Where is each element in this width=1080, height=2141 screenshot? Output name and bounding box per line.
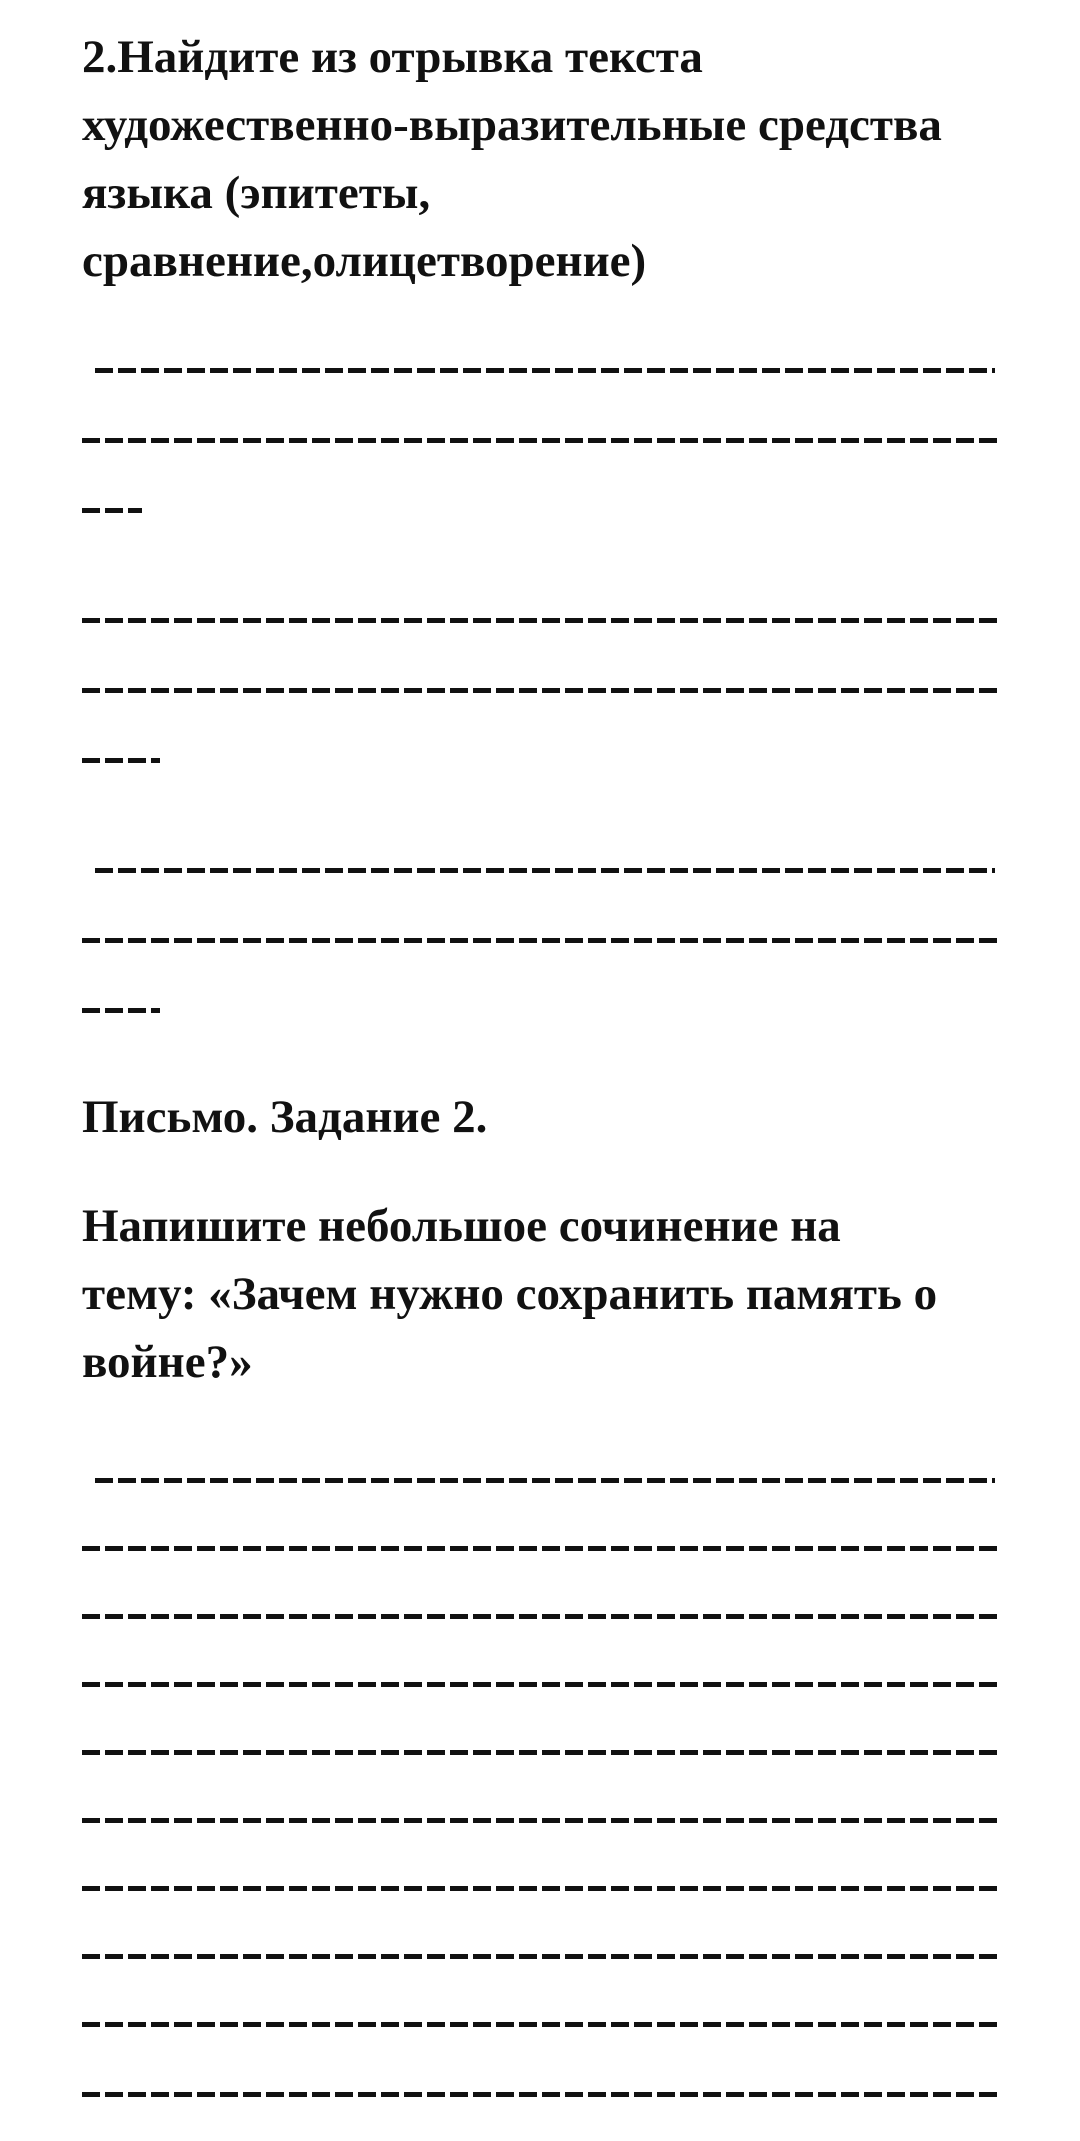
essay-line[interactable]	[82, 1954, 1002, 1959]
task2-title: Письмо. Задание 2.	[82, 1091, 488, 1143]
answer-line-end[interactable]	[82, 1008, 160, 1013]
essay-line[interactable]	[95, 1478, 995, 1483]
task1-heading-line-3: языка (эпитеты,	[82, 167, 431, 219]
task1-heading-line-1: 2.Найдите из отрывка текста	[82, 31, 703, 83]
essay-line[interactable]	[82, 2022, 1002, 2027]
answer-line-end[interactable]	[82, 508, 142, 513]
answer-line[interactable]	[82, 688, 1002, 693]
essay-line[interactable]	[82, 1682, 1002, 1687]
essay-line[interactable]	[82, 1818, 1002, 1823]
task1-heading-line-2: художественно-выразительные средства	[82, 99, 942, 151]
answer-line[interactable]	[95, 368, 995, 373]
essay-line[interactable]	[82, 1886, 1002, 1891]
answer-line[interactable]	[82, 618, 1002, 623]
answer-line[interactable]	[95, 868, 995, 873]
essay-line[interactable]	[82, 1614, 1002, 1619]
essay-line[interactable]	[82, 1546, 1002, 1551]
answer-line[interactable]	[82, 938, 1002, 943]
task2-prompt-line-3: войне?»	[82, 1336, 253, 1388]
essay-line[interactable]	[82, 1750, 1002, 1755]
task2-prompt-line-1: Напишите небольшое сочинение на	[82, 1200, 841, 1252]
answer-line[interactable]	[82, 438, 1002, 443]
task2-prompt-line-2: тему: «Зачем нужно сохранить память о	[82, 1268, 938, 1320]
essay-line[interactable]	[82, 2092, 1002, 2097]
answer-line-end[interactable]	[82, 758, 160, 763]
task1-heading-line-4: сравнение,олицетворение)	[82, 235, 647, 287]
